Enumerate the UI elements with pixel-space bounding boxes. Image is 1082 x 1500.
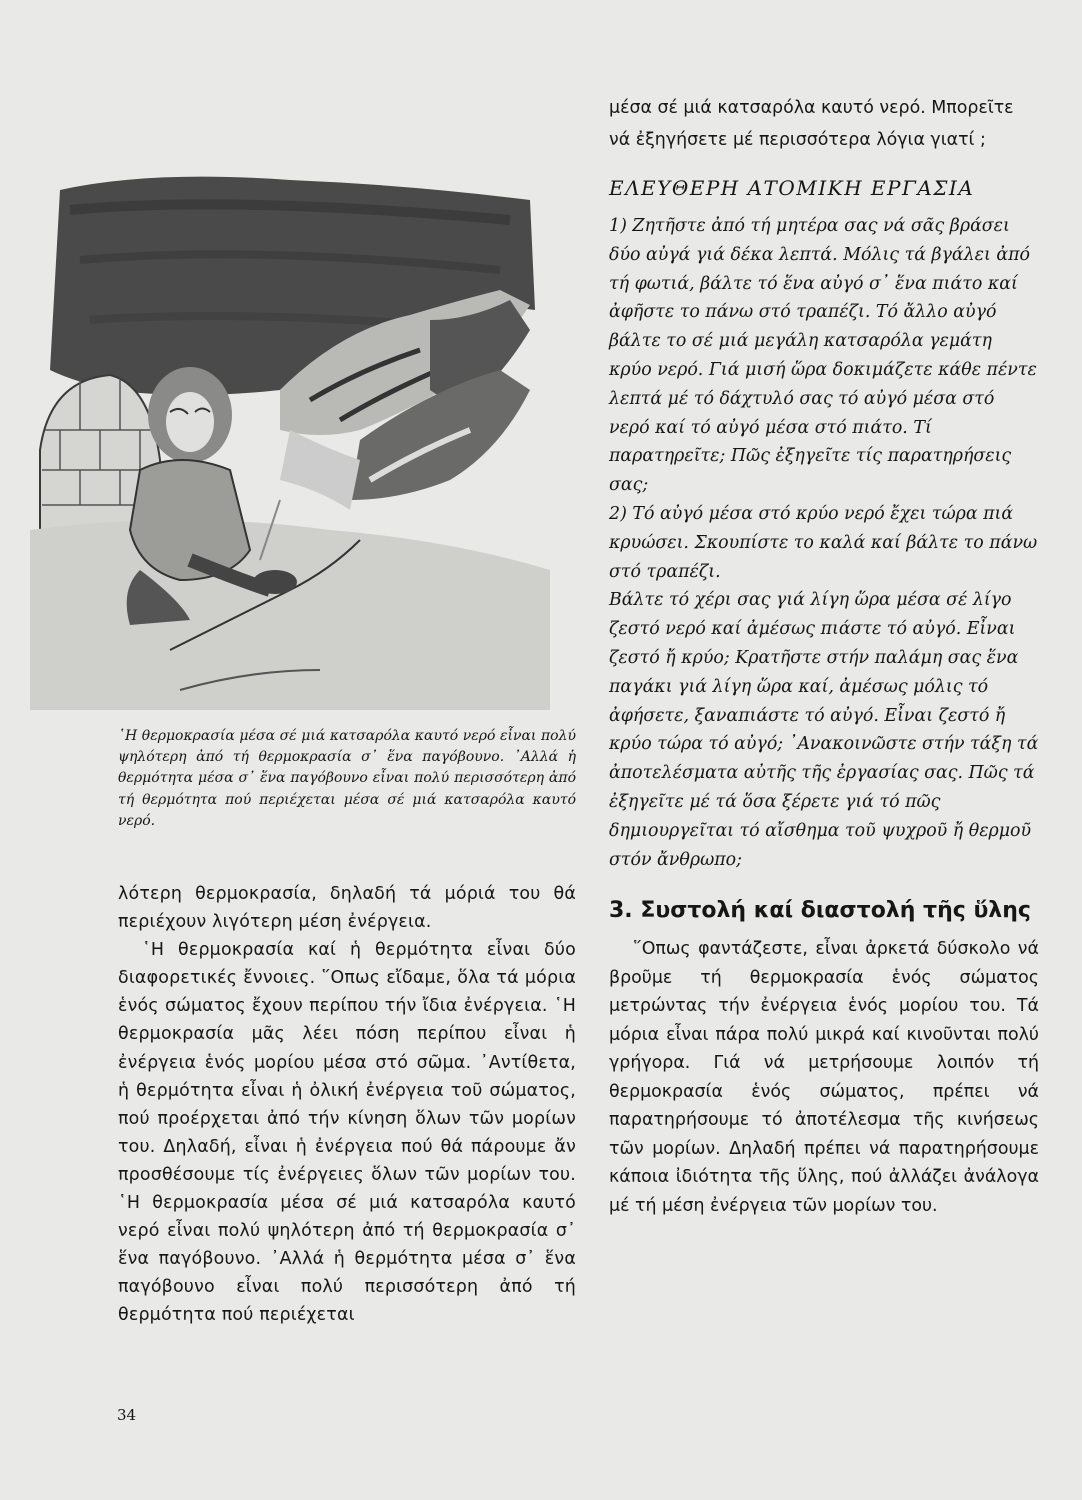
left-column <box>118 880 576 1330</box>
left-paragraph-1: λότερη θερμοκρασία, δηλαδή τά μόριά του θά περιέχουν λιγότερη μέση ἐνέργεια. <box>118 884 576 933</box>
eskimo-cooking-illustration <box>30 150 570 710</box>
left-paragraph-2: ῾Η θερμοκρασία καί ἡ θερμότητα εἶναι δύο διαφορετικές ἔννοιες. ῞Οπως εἴδαμε, ὅλα τά μόρια ἑνός σώματος ἔχουν περίπου τήν ἴδια ἐνέργεια. ῾Η θερμοκρασία μᾶς λέει πόση περίπου εἶναι ἡ ἐνέργεια ἑνός μορίου μέσα στό σῶμα. ᾽Αντίθετα, ἡ θερμότητα εἶναι ἡ ὀλική ἐνέργεια τοῦ σώματος, πού προέρχεται ἀπό τήν κίνηση ὅλων τῶν μορίων του. Δηλαδή, εἶναι ἡ ἐνέργεια πού θά πάρουμε ἄν προσθέσουμε τίς ἐνέργειες ὅλων τῶν μορίων του. ῾Η θερμοκρασία μέσα σέ μιά κατσαρόλα καυτό νερό εἶναι πολύ ψηλότερη ἀπό τή θερμοκρασία σ᾽ ἕνα παγόβουνο. ᾽Αλλά ἡ θερμότητα μέσα σ᾽ ἕνα παγόβουνο εἶναι πολύ περισσότερη ἀπό τή θερμότητα πού περιέχεται <box>118 940 576 1326</box>
section-3-body: ῞Οπως φαντάζεστε, εἶναι ἀρκετά δύσκολο νά βροῦμε τή θερμοκρασία ἑνός σώματος μετρώντας τήν ἐνέργεια ἑνός μορίου του. Τά μόρια εἶναι πάρα πολύ μικρά καί κινοῦνται πολύ γρήγορα. Γιά νά μετρήσουμε λοιπόν τή θερμοκρασία ἑνός σώματος, πρέπει νά παρατηρήσουμε τό ἀποτέλεσμα τῆς κινήσεως τῶν μορίων. Δηλαδή πρέπει νά παρατηρήσουμε κάποια ἰδιότητα τῆς ὕλης, πού ἀλλάζει ἀνάλογα μέ τή μέση ἐνέργεια τῶν μορίων του. <box>609 939 1039 1216</box>
free-work-title: ΕΛΕΥΘΕΡΗ ΑΤΟΜΙΚΗ ΕΡΓΑΣΙΑ <box>609 176 975 200</box>
illustration-caption: ῾Η θερμοκρασία μέσα σέ μιά κατσαρόλα καυτό νερό εἶναι πολύ ψηλότερη ἀπό τή θερμοκρασία σ᾽ ἕνα παγόβουνο. ᾽Αλλά ἡ θερμότητα μέσα σ᾽ ἕνα παγόβουνο εἶναι πολύ περισσότερη ἀπό τή θερμότητα πού περιέχεται μέσα σέ μιά κατσαρόλα καυτό νερό. <box>118 728 576 829</box>
section-3-heading: 3. Συστολή καί διαστολή τῆς ὕλης <box>609 898 1031 924</box>
assignment-block <box>609 212 1039 874</box>
right-top-paragraph: μέσα σέ μιά κατσαρόλα καυτό νερό. Μπορεῖτε νά ἐξηγήσετε μέ περισσότερα λόγια γιατί ; <box>609 98 1014 150</box>
right-column <box>609 92 1039 1220</box>
page-number: 34 <box>117 1406 137 1424</box>
assignment-2b: Βάλτε τό χέρι σας γιά λίγη ὥρα μέσα σέ λίγο ζεστό νερό καί ἀμέσως πιάστε τό αὐγό. Εἶναι ζεστό ἤ κρύο; Κρατῆστε στήν παλάμη σας ἕνα παγάκι γιά λίγη ὥρα καί, ἀμέσως μόλις τό ἀφήσετε, ξαναπιάστε τό αὐγό. Εἶναι ζεστό ἤ κρύο τώρα τό αὐγό; ᾽Ανακοινῶστε στήν τάξη τά ἀποτελέσματα αὐτῆς τῆς ἐργασίας σας. Πῶς τά ἐξηγεῖτε μέ τά ὅσα ξέρετε γιά τό πῶς δημιουργεῖται τό αἴσθημα τοῦ ψυχροῦ ἤ θερμοῦ στόν ἄνθρωπο; <box>609 590 1039 870</box>
assignment-2a: 2) Τό αὐγό μέσα στό κρύο νερό ἔχει τώρα πιά κρυώσει. Σκουπίστε το καλά καί βάλτε το πάνω στό τραπέζι. <box>609 503 1038 582</box>
assignment-1: 1) Ζητῆστε ἀπό τή μητέρα σας νά σᾶς βράσει δύο αὐγά γιά δέκα λεπτά. Μόλις τά βγάλει ἀπό τή φωτιά, βάλτε τό ἕνα αὐγό σ᾽ ἕνα πιάτο καί ἀφῆστε το πάνω στό τραπέζι. Τό ἄλλο αὐγό βάλτε το σέ μιά μεγάλη κατσαρόλα γεμάτη κρύο νερό. Γιά μισή ὥρα δοκιμάζετε κάθε πέντε λεπτά μέ τό δάχτυλό σας τό αὐγό μέσα στό νερό καί τό αὐγό μέσα στό πιάτο. Τί παρατηρεῖτε; Πῶς ἐξηγεῖτε τίς παρατηρήσεις σας; <box>609 216 1037 496</box>
